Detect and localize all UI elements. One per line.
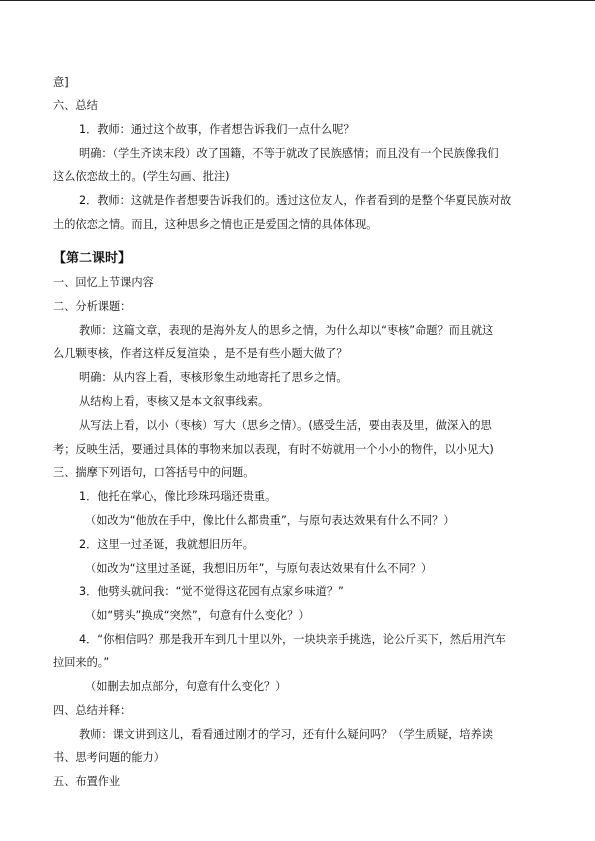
section-heading: 一、回忆上节课内容 bbox=[53, 276, 154, 289]
section-heading: 四、总结并释： bbox=[53, 704, 132, 717]
text-line: 教师：课文讲到这儿，看看通过刚才的学习，还有什么疑问吗？（学生质疑，培养读 bbox=[79, 728, 493, 741]
text-line: 2．教师：这就是作者想要告诉我们的。透过这位友人，作者看到的是整个华夏民族对故 bbox=[79, 194, 512, 207]
text-line: 土的依恋之情。而且，这种思乡之情也正是爱国之情的具体体现。 bbox=[53, 218, 378, 231]
section-heading: 二、分析课题： bbox=[53, 300, 132, 313]
text-line: （如删去加点部分，句意有什么变化？） bbox=[85, 680, 287, 693]
text-line: （如“劈头”换成“突然”，句意有什么变化？） bbox=[85, 609, 310, 622]
text-line: 么几颗枣核，作者这样反复渲染 ，是不是有些小题大做了？ bbox=[53, 347, 348, 360]
section-heading: 五、布置作业 bbox=[53, 775, 121, 788]
text-line: （如改为“他放在手中，像比什么都贵重”，与原句表达效果有什么不同？） bbox=[85, 514, 455, 527]
text-line: 从写法上看，以小（枣核）写大（思乡之情）。(感受生活，要由表及里，做深入的思 bbox=[79, 419, 492, 432]
text-line: 明确：（学生齐读末段）改了国籍，不等于就改了民族感情；而且没有一个民族像我们 bbox=[79, 147, 499, 160]
section-heading: 六、总结 bbox=[53, 99, 98, 112]
text-line: 明确：从内容上看，枣核形象生动地寄托了思乡之情。 bbox=[79, 371, 348, 384]
text-line: 2．这里一过圣诞，我就想旧历年。 bbox=[79, 538, 254, 551]
text-line: 拉回来的。” bbox=[53, 656, 110, 669]
section-title: 【第二课时】 bbox=[53, 251, 132, 266]
text-line: 4．“你相信吗？那是我开车到几十里以外，一块块亲手挑选，论公斤买下，然后用汽车 bbox=[79, 633, 506, 646]
text-line: 教师：这篇文章，表现的是海外友人的思乡之情，为什么却以“枣核”命题？而且就这 bbox=[79, 324, 494, 337]
text-line: 意] bbox=[53, 76, 69, 89]
text-line: 3．他劈头就问我：“觉不觉得这花园有点家乡味道？” bbox=[79, 585, 344, 598]
text-line: 书、思考问题的能力） bbox=[53, 751, 165, 764]
text-line: 1．他托在掌心，像比珍珠玛瑙还贵重。 bbox=[79, 490, 277, 503]
text-line: （如改为“这里过圣诞，我想旧历年”，与原句表达效果有什么不同？） bbox=[85, 562, 433, 575]
text-line: 考；反映生活，要通过具体的事物来加以表现，有时不妨就用一个小小的物件，以小见大) bbox=[53, 443, 494, 456]
header-rule bbox=[0, 0, 595, 1]
text-line: 这么依恋故土的。(学生勾画、批注) bbox=[53, 170, 230, 183]
text-line: 从结构上看，枣核又是本文叙事线索。 bbox=[79, 395, 270, 408]
section-heading: 三、揣摩下列语句，口答括号中的问题。 bbox=[53, 466, 255, 479]
text-line: 1．教师：通过这个故事，作者想告诉我们一点什么呢？ bbox=[79, 123, 355, 136]
